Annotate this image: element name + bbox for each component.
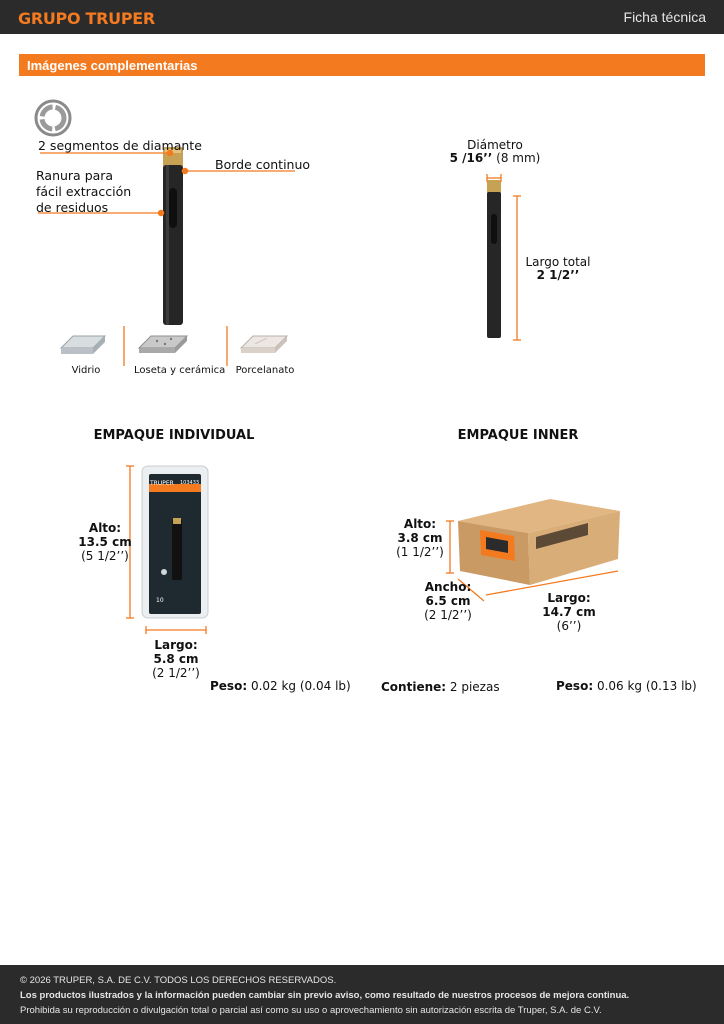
package-pieces: 10 (156, 597, 164, 604)
diameter-value-row (440, 151, 550, 165)
drill-bit-image (163, 147, 183, 325)
inner-width-in: (2 1/2’’) (424, 608, 472, 622)
package-code: 103433 (180, 480, 200, 486)
individual-width-label: Largo: (154, 638, 198, 652)
groove-label-line3: de residuos (36, 200, 109, 215)
segments-label: 2 segmentos de diamante (38, 138, 202, 153)
individual-weight-label: Peso: (210, 679, 248, 693)
inner-contents-label: Contiene: (381, 680, 447, 694)
inner-weight (556, 679, 697, 693)
groove-label-line1: Ranura para (36, 168, 114, 183)
porcelain-icon (241, 336, 287, 353)
inner-weight-value: 0.06 kg (0.13 lb) (596, 679, 697, 693)
inner-height-label: Alto: (403, 517, 437, 531)
diameter-label: Diámetro (467, 138, 523, 152)
total-length-label: Largo total (525, 255, 591, 269)
footer-copyright: © 2026 TRUPER, S.A. DE C.V. TODOS LOS DERECHOS RESERVADOS. (20, 975, 337, 986)
individual-height-in: (5 1/2’’) (81, 549, 129, 563)
inner-height-in: (1 1/2’’) (396, 545, 444, 559)
materials-icons (55, 324, 295, 366)
diameter-metric: (8 mm) (496, 151, 541, 165)
inner-length-in: (6’’) (556, 619, 582, 633)
material-porcelain: Porcelanato (235, 365, 295, 376)
inner-width-cm: 6.5 cm (425, 594, 471, 608)
package-brand: TRUPER (150, 480, 174, 487)
inner-contents (381, 680, 500, 694)
section-header (19, 54, 705, 76)
inner-package-heading: EMPAQUE INNER (457, 428, 579, 443)
footer (0, 965, 724, 1024)
groove-label-line2: fácil extracción (36, 184, 132, 199)
individual-height-cm: 13.5 cm (78, 535, 132, 549)
document-title: Ficha técnica (623, 9, 706, 25)
drill-bit-dimension-image (487, 180, 501, 338)
footer-prohibition: Prohibida su reproducción o divulgación total o parcial así como su uso o aprovechamiento sin autorización escrita de Truper, S.A. de C.V. (20, 1005, 602, 1016)
material-tile: Loseta y cerámica (134, 365, 226, 376)
inner-length-label: Largo: (547, 591, 591, 605)
dimensions-illustration (470, 170, 530, 345)
individual-weight-value: 0.02 kg (0.04 lb) (250, 679, 351, 693)
inner-contents-value: 2 piezas (449, 680, 500, 694)
individual-weight (210, 679, 351, 693)
material-glass: Vidrio (71, 365, 101, 376)
top-bar (0, 0, 724, 34)
total-length-value: 2 1/2’’ (536, 268, 580, 282)
individual-width-in: (2 1/2’’) (152, 666, 200, 680)
individual-height-label: Alto: (88, 521, 122, 535)
individual-package-heading: EMPAQUE INDIVIDUAL (93, 428, 255, 443)
inner-box-image (458, 499, 620, 585)
brand-logo: GRUPO TRUPER (18, 9, 155, 28)
continuous-edge-label: Borde continuo (215, 157, 311, 172)
segments-section-icon (36, 101, 70, 135)
individual-width-cm: 5.8 cm (153, 652, 199, 666)
glass-icon (61, 336, 105, 354)
footer-notice: Los productos ilustrados y la información pueden cambiar sin previo aviso, como resultado de nuestros procesos de mejora continua. (20, 990, 630, 1001)
inner-weight-label: Peso: (556, 679, 594, 693)
diameter-value: 5 /16’’ (449, 151, 493, 165)
inner-length-cm: 14.7 cm (542, 605, 596, 619)
product-features-illustration (30, 95, 320, 355)
inner-height-cm: 3.8 cm (397, 531, 443, 545)
section-title: Imágenes complementarias (27, 58, 198, 73)
tile-icon (139, 336, 187, 353)
inner-width-label: Ancho: (424, 580, 472, 594)
